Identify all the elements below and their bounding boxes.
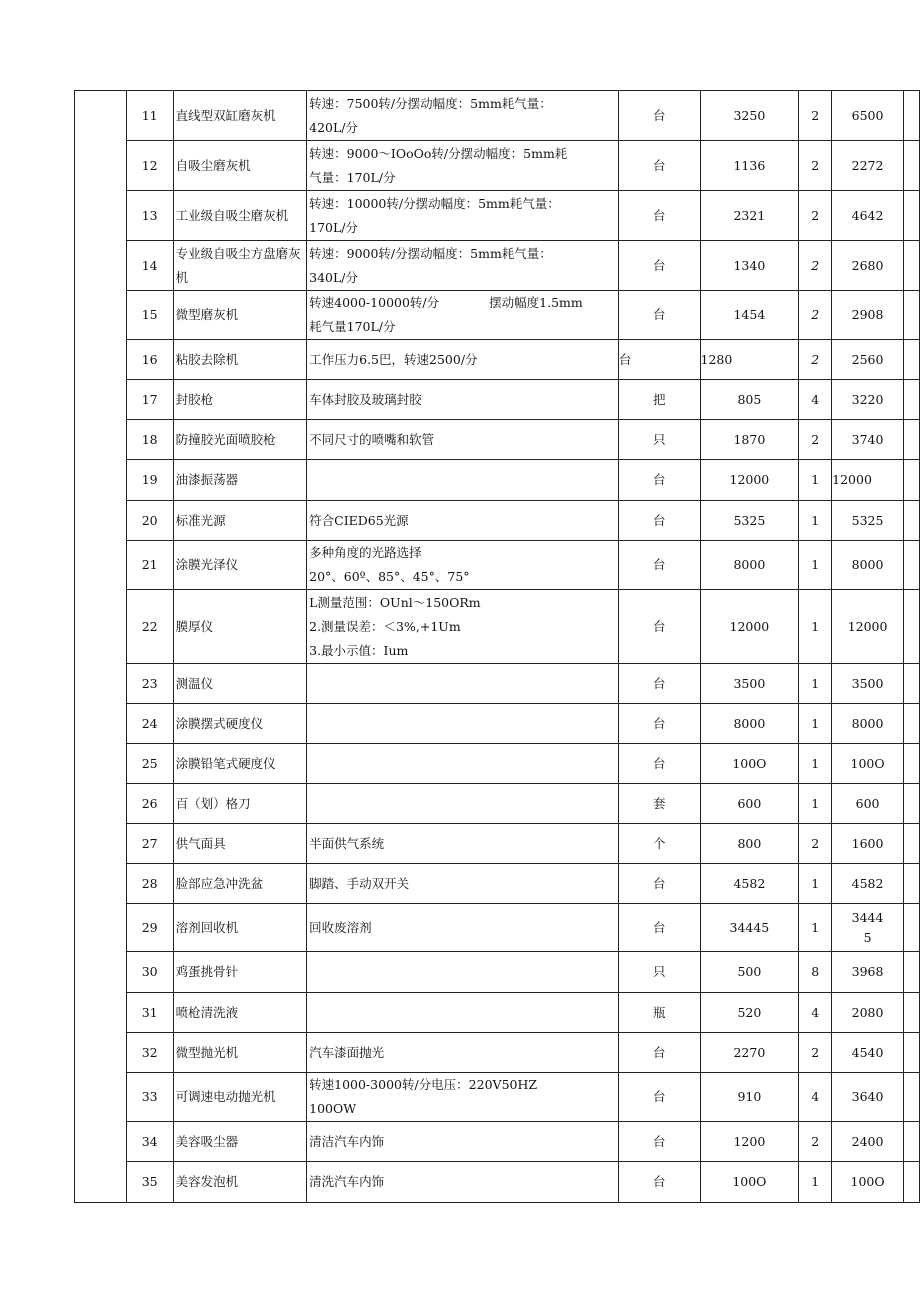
table-row — [75, 704, 920, 744]
spec-line: 不同尺寸的喷嘴和软管 — [309, 431, 435, 447]
item-spec — [307, 704, 619, 744]
spec-line: 回收废溶剂 — [309, 919, 372, 935]
item-unit: 只 — [618, 420, 700, 460]
quantity: 8 — [799, 952, 832, 993]
trailing-cell — [904, 291, 920, 340]
row-number: 17 — [126, 380, 173, 420]
item-unit: 台 — [618, 1073, 700, 1122]
item-spec — [307, 744, 619, 784]
row-number: 18 — [126, 420, 173, 460]
trailing-cell — [904, 141, 920, 191]
total-amount: 4582 — [832, 864, 904, 904]
item-name: 防撞胶光面喷胶枪 — [173, 420, 307, 460]
unit-price: 910 — [700, 1073, 799, 1122]
trailing-cell — [904, 864, 920, 904]
item-unit: 台 — [618, 904, 700, 952]
row-number: 25 — [126, 744, 173, 784]
item-unit: 台 — [618, 664, 700, 704]
total-amount: 100O — [832, 1162, 904, 1203]
quantity: 2 — [799, 1122, 832, 1162]
table-row — [75, 744, 920, 784]
row-number: 24 — [126, 704, 173, 744]
row-number: 11 — [126, 91, 173, 141]
row-number: 33 — [126, 1073, 173, 1122]
table-row — [75, 141, 920, 191]
item-unit: 台 — [618, 141, 700, 191]
table-row — [75, 1162, 920, 1203]
unit-price: 100O — [700, 1162, 799, 1203]
trailing-cell — [904, 744, 920, 784]
table-row — [75, 1122, 920, 1162]
item-unit: 台 — [618, 241, 700, 291]
trailing-cell — [904, 191, 920, 241]
item-spec — [307, 541, 619, 590]
quantity: 1 — [799, 501, 832, 541]
trailing-cell — [904, 590, 920, 664]
unit-price: 34445 — [700, 904, 799, 952]
table-row — [75, 501, 920, 541]
quantity: 4 — [799, 380, 832, 420]
trailing-cell — [904, 460, 920, 501]
total-amount: 12000 — [832, 590, 904, 664]
table-row — [75, 460, 920, 501]
item-unit: 台 — [618, 744, 700, 784]
trailing-cell — [904, 664, 920, 704]
item-unit: 把 — [618, 380, 700, 420]
item-name: 百（划）格刀 — [173, 784, 307, 824]
spec-line: 清洁汽车内饰 — [309, 1133, 385, 1149]
unit-price: 8000 — [700, 541, 799, 590]
quantity: 1 — [799, 541, 832, 590]
total-amount: 2908 — [832, 291, 904, 340]
unit-price: 500 — [700, 952, 799, 993]
unit-price: 1136 — [700, 141, 799, 191]
item-name: 直线型双缸磨灰机 — [173, 91, 307, 141]
spec-line: 汽车漆面抛光 — [309, 1044, 385, 1060]
spec-line: 100OW — [309, 1101, 357, 1116]
quantity: 1 — [799, 864, 832, 904]
total-amount: 3220 — [832, 380, 904, 420]
item-name: 脸部应急冲洗盆 — [173, 864, 307, 904]
quantity: 4 — [799, 993, 832, 1033]
table-body — [75, 91, 920, 1203]
unit-price: 1870 — [700, 420, 799, 460]
total-amount: 3500 — [832, 664, 904, 704]
quantity: 1 — [799, 784, 832, 824]
table-row — [75, 784, 920, 824]
spec-line: 气量：170L/分 — [309, 169, 396, 185]
quantity: 2 — [799, 824, 832, 864]
spec-line: 340L/分 — [309, 269, 358, 285]
item-unit: 台 — [618, 704, 700, 744]
spec-line: 2.测量误差：＜3%,+1Um — [309, 618, 461, 634]
total-amount: 3640 — [832, 1073, 904, 1122]
trailing-cell — [904, 1162, 920, 1203]
total-amount: 5325 — [832, 501, 904, 541]
item-name: 微型抛光机 — [173, 1033, 307, 1073]
trailing-cell — [904, 340, 920, 380]
item-name: 可调速电动抛光机 — [173, 1073, 307, 1122]
total-amount: 8000 — [832, 704, 904, 744]
item-unit: 台 — [618, 91, 700, 141]
item-spec — [307, 864, 619, 904]
total-amount: 4642 — [832, 191, 904, 241]
item-name: 测温仪 — [173, 664, 307, 704]
unit-price: 8000 — [700, 704, 799, 744]
spec-line: 转速：9000〜IOoOo转/分摆动幅度：5mm耗 — [309, 145, 568, 161]
item-spec — [307, 784, 619, 824]
table-row — [75, 241, 920, 291]
item-name: 涂膜铅笔式硬度仪 — [173, 744, 307, 784]
table-row — [75, 904, 920, 952]
total-amount: 1600 — [832, 824, 904, 864]
spec-line: 420L/分 — [309, 119, 358, 135]
table-row — [75, 541, 920, 590]
equipment-table — [74, 90, 920, 1203]
item-name: 油漆振荡器 — [173, 460, 307, 501]
item-spec — [307, 1073, 619, 1122]
item-spec — [307, 952, 619, 993]
item-name: 喷枪清洗液 — [173, 993, 307, 1033]
table-row — [75, 952, 920, 993]
trailing-cell — [904, 420, 920, 460]
trailing-cell — [904, 1033, 920, 1073]
spec-line: 转速：7500转/分摆动幅度：5mm耗气量： — [309, 95, 552, 111]
table-row — [75, 291, 920, 340]
item-name: 涂膜光泽仪 — [173, 541, 307, 590]
spec-line: 转速：9000转/分摆动幅度：5mm耗气量： — [309, 245, 552, 261]
total-amount: 3968 — [832, 952, 904, 993]
item-spec — [307, 1122, 619, 1162]
item-spec — [307, 993, 619, 1033]
table-row — [75, 191, 920, 241]
total-amount: 2080 — [832, 993, 904, 1033]
total-amount: 4540 — [832, 1033, 904, 1073]
quantity: 2 — [799, 340, 832, 380]
item-name: 鸡蛋挑骨针 — [173, 952, 307, 993]
quantity: 1 — [799, 590, 832, 664]
row-number: 35 — [126, 1162, 173, 1203]
row-number: 12 — [126, 141, 173, 191]
row-number: 27 — [126, 824, 173, 864]
table-row — [75, 380, 920, 420]
trailing-cell — [904, 904, 920, 952]
trailing-cell — [904, 241, 920, 291]
total-amount: 100O — [832, 744, 904, 784]
spec-line: 转速1000-3000转/分电压：220V50HZ — [309, 1077, 538, 1092]
item-name: 膜厚仪 — [173, 590, 307, 664]
trailing-cell — [904, 1122, 920, 1162]
row-number: 21 — [126, 541, 173, 590]
table-row — [75, 91, 920, 141]
item-unit: 台 — [618, 541, 700, 590]
spec-line: 转速：10000转/分摆动幅度：5mm耗气量： — [309, 195, 560, 211]
item-unit: 台 — [618, 460, 700, 501]
total-amount: 3740 — [832, 420, 904, 460]
trailing-cell — [904, 380, 920, 420]
trailing-cell — [904, 784, 920, 824]
unit-price: 1200 — [700, 1122, 799, 1162]
unit-price: 3500 — [700, 664, 799, 704]
quantity: 1 — [799, 1162, 832, 1203]
quantity: 1 — [799, 460, 832, 501]
item-name: 美容发泡机 — [173, 1162, 307, 1203]
table-row — [75, 1033, 920, 1073]
spec-line: 工作压力6.5巴，转速2500/分 — [309, 351, 478, 367]
table-row — [75, 1073, 920, 1122]
spec-line: 20°、60º、85°、45°、75° — [309, 569, 470, 584]
total-amount: 8000 — [832, 541, 904, 590]
item-name: 标准光源 — [173, 501, 307, 541]
unit-price: 5325 — [700, 501, 799, 541]
item-unit: 台 — [618, 590, 700, 664]
item-unit: 瓶 — [618, 993, 700, 1033]
trailing-cell — [904, 91, 920, 141]
table-row — [75, 993, 920, 1033]
total-amount: 2272 — [832, 141, 904, 191]
quantity: 2 — [799, 141, 832, 191]
item-spec — [307, 191, 619, 241]
quantity: 2 — [799, 1033, 832, 1073]
item-unit: 台 — [618, 1033, 700, 1073]
trailing-cell — [904, 1073, 920, 1122]
row-number: 29 — [126, 904, 173, 952]
item-spec — [307, 340, 619, 380]
item-spec — [307, 824, 619, 864]
row-number: 32 — [126, 1033, 173, 1073]
quantity: 1 — [799, 704, 832, 744]
quantity: 2 — [799, 91, 832, 141]
spec-line: 3.最小示值：Ium — [309, 642, 409, 658]
trailing-cell — [904, 704, 920, 744]
category-cell — [75, 91, 127, 1203]
quantity: 2 — [799, 241, 832, 291]
trailing-cell — [904, 952, 920, 993]
table-row — [75, 864, 920, 904]
total-amount: 6500 — [832, 91, 904, 141]
unit-price: 4582 — [700, 864, 799, 904]
total-amount: 2560 — [832, 340, 904, 380]
row-number: 22 — [126, 590, 173, 664]
row-number: 30 — [126, 952, 173, 993]
unit-price: 800 — [700, 824, 799, 864]
row-number: 16 — [126, 340, 173, 380]
row-number: 31 — [126, 993, 173, 1033]
unit-price: 1280 — [700, 340, 799, 380]
item-spec — [307, 291, 619, 340]
spec-line: 清洗汽车内饰 — [309, 1174, 385, 1189]
spec-line: 符合CIED65光源 — [309, 512, 409, 528]
spec-line: 车体封胶及玻璃封胶 — [309, 391, 422, 407]
quantity: 1 — [799, 664, 832, 704]
trailing-cell — [904, 824, 920, 864]
trailing-cell — [904, 501, 920, 541]
spec-line: 170L/分 — [309, 219, 358, 235]
item-spec — [307, 241, 619, 291]
item-name: 溶剂回收机 — [173, 904, 307, 952]
item-spec — [307, 380, 619, 420]
item-name: 专业级自吸尘方盘磨灰机 — [173, 241, 307, 291]
spec-line: 半面供气系统 — [309, 835, 385, 851]
item-spec — [307, 590, 619, 664]
item-spec — [307, 91, 619, 141]
row-number: 13 — [126, 191, 173, 241]
row-number: 19 — [126, 460, 173, 501]
item-name: 供气面具 — [173, 824, 307, 864]
item-spec — [307, 141, 619, 191]
item-unit: 个 — [618, 824, 700, 864]
item-unit: 台 — [618, 1122, 700, 1162]
item-spec — [307, 1162, 619, 1203]
unit-price: 100O — [700, 744, 799, 784]
spec-line: L测量范围：OUnl〜150ORm — [309, 594, 481, 610]
table-row — [75, 664, 920, 704]
quantity: 4 — [799, 1073, 832, 1122]
item-name: 涂膜摆式硬度仪 — [173, 704, 307, 744]
row-number: 20 — [126, 501, 173, 541]
unit-price: 2321 — [700, 191, 799, 241]
item-unit: 台 — [618, 1162, 700, 1203]
spec-line: 转速4000-10000转/分 摆动幅度1.5mm — [309, 295, 583, 310]
quantity: 2 — [799, 191, 832, 241]
spec-line: 多种角度的光路选择 — [309, 545, 422, 560]
item-spec — [307, 460, 619, 501]
row-number: 14 — [126, 241, 173, 291]
quantity: 2 — [799, 291, 832, 340]
item-spec — [307, 664, 619, 704]
item-name: 粘胶去除机 — [173, 340, 307, 380]
item-name: 美容吸尘器 — [173, 1122, 307, 1162]
unit-price: 1454 — [700, 291, 799, 340]
row-number: 28 — [126, 864, 173, 904]
spec-line: 脚踏、手动双开关 — [309, 875, 410, 891]
unit-price: 12000 — [700, 590, 799, 664]
item-unit: 只 — [618, 952, 700, 993]
row-number: 26 — [126, 784, 173, 824]
unit-price: 12000 — [700, 460, 799, 501]
row-number: 34 — [126, 1122, 173, 1162]
unit-price: 520 — [700, 993, 799, 1033]
total-amount: 2400 — [832, 1122, 904, 1162]
item-spec — [307, 420, 619, 460]
item-unit: 台 — [618, 501, 700, 541]
item-unit: 套 — [618, 784, 700, 824]
spec-line: 耗气量170L/分 — [309, 319, 396, 334]
quantity: 2 — [799, 420, 832, 460]
row-number: 23 — [126, 664, 173, 704]
item-unit: 台 — [618, 864, 700, 904]
item-name: 封胶枪 — [173, 380, 307, 420]
total-amount: 3444 5 — [832, 904, 904, 952]
quantity: 1 — [799, 904, 832, 952]
unit-price: 2270 — [700, 1033, 799, 1073]
item-spec — [307, 501, 619, 541]
row-number: 15 — [126, 291, 173, 340]
total-amount: 600 — [832, 784, 904, 824]
table-row — [75, 420, 920, 460]
total-amount: 2680 — [832, 241, 904, 291]
item-name: 自吸尘磨灰机 — [173, 141, 307, 191]
item-spec — [307, 1033, 619, 1073]
total-amount: 12000 — [832, 460, 904, 501]
item-unit: 台 — [618, 291, 700, 340]
trailing-cell — [904, 541, 920, 590]
table-row — [75, 340, 920, 380]
quantity: 1 — [799, 744, 832, 784]
item-unit: 台 — [618, 191, 700, 241]
item-unit: 台 — [618, 340, 700, 380]
unit-price: 1340 — [700, 241, 799, 291]
table-row — [75, 824, 920, 864]
unit-price: 3250 — [700, 91, 799, 141]
item-name: 工业级自吸尘磨灰机 — [173, 191, 307, 241]
trailing-cell — [904, 993, 920, 1033]
table-row — [75, 590, 920, 664]
item-name: 微型磨灰机 — [173, 291, 307, 340]
unit-price: 805 — [700, 380, 799, 420]
item-spec — [307, 904, 619, 952]
unit-price: 600 — [700, 784, 799, 824]
